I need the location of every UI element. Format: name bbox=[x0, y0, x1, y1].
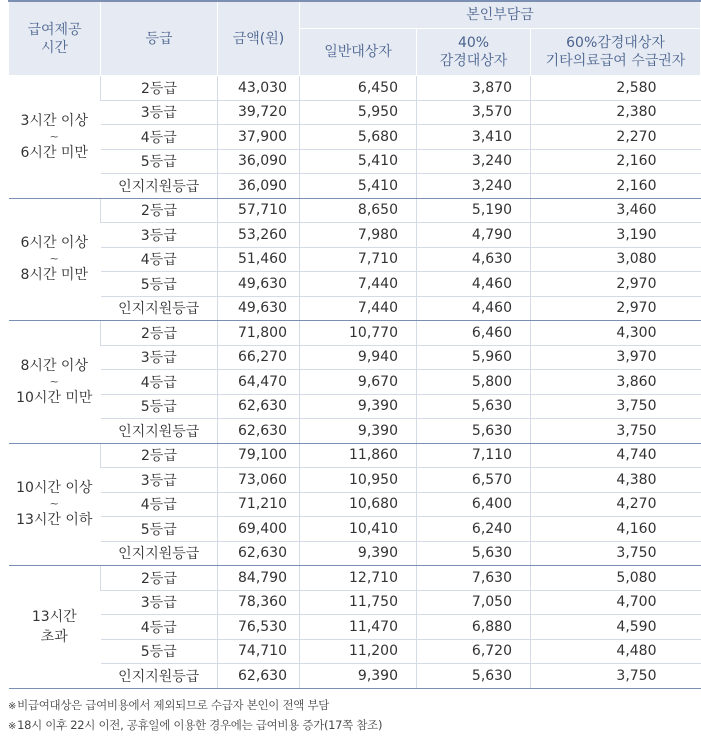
table-row bbox=[9, 296, 701, 321]
general-burden-cell: 10,410 bbox=[300, 517, 417, 542]
reduced-60-cell: 3,460 bbox=[531, 198, 701, 223]
general-burden-cell: 11,470 bbox=[300, 615, 417, 640]
general-burden-cell: 9,940 bbox=[300, 345, 417, 370]
grade-cell: 인지지원등급 bbox=[101, 174, 218, 199]
reduced-60-cell: 3,080 bbox=[531, 247, 701, 272]
general-burden-cell: 5,410 bbox=[300, 174, 417, 199]
reduced-60-cell: 2,380 bbox=[531, 100, 701, 125]
reduced-60-cell: 3,750 bbox=[531, 664, 701, 689]
reduced-40-cell: 5,630 bbox=[417, 419, 531, 444]
grade-cell: 3등급 bbox=[101, 345, 218, 370]
header-reduced-60: 60%감경대상자 기타의료급여 수급권자 bbox=[531, 29, 701, 76]
amount-cell: 71,210 bbox=[218, 492, 300, 517]
time-range-cell: 6시간 이상 ~ 8시간 미만 bbox=[9, 198, 101, 321]
reduced-40-cell: 4,790 bbox=[417, 223, 531, 248]
amount-cell: 43,030 bbox=[218, 76, 300, 101]
grade-cell: 2등급 bbox=[101, 76, 218, 101]
table-row bbox=[9, 394, 701, 419]
general-burden-cell: 9,670 bbox=[300, 370, 417, 395]
table-header bbox=[9, 1, 701, 76]
grade-cell: 5등급 bbox=[101, 639, 218, 664]
amount-cell: 49,630 bbox=[218, 272, 300, 297]
grade-cell: 인지지원등급 bbox=[101, 419, 218, 444]
grade-cell: 5등급 bbox=[101, 517, 218, 542]
general-burden-cell: 11,750 bbox=[300, 590, 417, 615]
table-row bbox=[9, 100, 701, 125]
amount-cell: 76,530 bbox=[218, 615, 300, 640]
amount-cell: 84,790 bbox=[218, 566, 300, 591]
table-row bbox=[9, 566, 701, 591]
general-burden-cell: 5,410 bbox=[300, 149, 417, 174]
amount-cell: 49,630 bbox=[218, 296, 300, 321]
grade-cell: 4등급 bbox=[101, 247, 218, 272]
grade-cell: 인지지원등급 bbox=[101, 296, 218, 321]
reduced-60-cell: 2,970 bbox=[531, 272, 701, 297]
grade-cell: 4등급 bbox=[101, 370, 218, 395]
amount-cell: 66,270 bbox=[218, 345, 300, 370]
table-row bbox=[9, 174, 701, 199]
grade-cell: 4등급 bbox=[101, 125, 218, 150]
header-grade: 등급 bbox=[101, 1, 218, 76]
reduced-60-cell: 3,750 bbox=[531, 394, 701, 419]
amount-cell: 37,900 bbox=[218, 125, 300, 150]
reduced-60-cell: 4,740 bbox=[531, 443, 701, 468]
fee-table bbox=[8, 0, 701, 689]
table-row bbox=[9, 468, 701, 493]
reduced-40-cell: 4,460 bbox=[417, 272, 531, 297]
amount-cell: 62,630 bbox=[218, 664, 300, 689]
footnote bbox=[8, 696, 700, 716]
reduced-60-cell: 2,580 bbox=[531, 76, 701, 101]
general-burden-cell: 11,860 bbox=[300, 443, 417, 468]
reduced-40-cell: 5,630 bbox=[417, 394, 531, 419]
amount-cell: 71,800 bbox=[218, 321, 300, 346]
grade-cell: 3등급 bbox=[101, 590, 218, 615]
general-burden-cell: 9,390 bbox=[300, 419, 417, 444]
table-row bbox=[9, 321, 701, 346]
reduced-40-cell: 6,570 bbox=[417, 468, 531, 493]
table-row bbox=[9, 492, 701, 517]
grade-cell: 5등급 bbox=[101, 272, 218, 297]
table-row bbox=[9, 247, 701, 272]
grade-cell: 5등급 bbox=[101, 394, 218, 419]
reduced-60-cell: 2,160 bbox=[531, 174, 701, 199]
footnote-text: 18시 이후 22시 이전, 공휴일에 이용한 경우에는 급여비용 증가(17쪽 참조) bbox=[17, 717, 383, 732]
reduced-60-cell: 4,480 bbox=[531, 639, 701, 664]
amount-cell: 78,360 bbox=[218, 590, 300, 615]
reduced-40-cell: 5,960 bbox=[417, 345, 531, 370]
reduced-40-cell: 6,240 bbox=[417, 517, 531, 542]
amount-cell: 64,470 bbox=[218, 370, 300, 395]
header-amount: 금액(원) bbox=[218, 1, 300, 76]
grade-cell: 인지지원등급 bbox=[101, 541, 218, 566]
table-row bbox=[9, 517, 701, 542]
table-row bbox=[9, 443, 701, 468]
reduced-40-cell: 7,630 bbox=[417, 566, 531, 591]
reduced-60-cell: 4,700 bbox=[531, 590, 701, 615]
reduced-40-cell: 4,630 bbox=[417, 247, 531, 272]
footnote bbox=[8, 716, 700, 736]
grade-cell: 4등급 bbox=[101, 492, 218, 517]
reduced-40-cell: 3,870 bbox=[417, 76, 531, 101]
reduced-40-cell: 7,110 bbox=[417, 443, 531, 468]
general-burden-cell: 5,680 bbox=[300, 125, 417, 150]
reduced-60-cell: 4,590 bbox=[531, 615, 701, 640]
reduced-40-cell: 5,190 bbox=[417, 198, 531, 223]
grade-cell: 2등급 bbox=[101, 566, 218, 591]
reduced-40-cell: 3,410 bbox=[417, 125, 531, 150]
reduced-40-cell: 6,400 bbox=[417, 492, 531, 517]
reduced-60-cell: 2,270 bbox=[531, 125, 701, 150]
reduced-60-cell: 4,270 bbox=[531, 492, 701, 517]
header-reduced-40: 40% 감경대상자 bbox=[417, 29, 531, 76]
grade-cell: 2등급 bbox=[101, 321, 218, 346]
reduced-40-cell: 3,240 bbox=[417, 174, 531, 199]
amount-cell: 51,460 bbox=[218, 247, 300, 272]
general-burden-cell: 9,390 bbox=[300, 541, 417, 566]
reduced-40-cell: 5,630 bbox=[417, 664, 531, 689]
grade-cell: 2등급 bbox=[101, 198, 218, 223]
table-row bbox=[9, 664, 701, 689]
reduced-60-cell: 2,970 bbox=[531, 296, 701, 321]
header-burden-group: 본인부담금 bbox=[300, 1, 701, 29]
fee-table-container bbox=[8, 0, 700, 736]
table-row bbox=[9, 223, 701, 248]
time-range-cell: 3시간 이상 ~ 6시간 미만 bbox=[9, 76, 101, 199]
reduced-40-cell: 3,240 bbox=[417, 149, 531, 174]
general-burden-cell: 9,390 bbox=[300, 664, 417, 689]
general-burden-cell: 10,680 bbox=[300, 492, 417, 517]
reduced-40-cell: 3,570 bbox=[417, 100, 531, 125]
amount-cell: 57,710 bbox=[218, 198, 300, 223]
table-row bbox=[9, 272, 701, 297]
header-general: 일반대상자 bbox=[300, 29, 417, 76]
reduced-40-cell: 5,800 bbox=[417, 370, 531, 395]
footnote-text: 비급여대상은 급여비용에서 제외되므로 수급자 본인이 전액 부담 bbox=[17, 697, 330, 712]
footnotes bbox=[8, 696, 700, 736]
note-mark: ※ bbox=[8, 720, 17, 732]
amount-cell: 53,260 bbox=[218, 223, 300, 248]
reduced-40-cell: 6,460 bbox=[417, 321, 531, 346]
general-burden-cell: 7,710 bbox=[300, 247, 417, 272]
table-row bbox=[9, 541, 701, 566]
grade-cell: 3등급 bbox=[101, 468, 218, 493]
table-row bbox=[9, 639, 701, 664]
reduced-60-cell: 3,750 bbox=[531, 541, 701, 566]
table-row bbox=[9, 198, 701, 223]
amount-cell: 62,630 bbox=[218, 541, 300, 566]
table-row bbox=[9, 125, 701, 150]
reduced-60-cell: 2,160 bbox=[531, 149, 701, 174]
table-row bbox=[9, 590, 701, 615]
table-row bbox=[9, 149, 701, 174]
amount-cell: 36,090 bbox=[218, 174, 300, 199]
amount-cell: 73,060 bbox=[218, 468, 300, 493]
general-burden-cell: 12,710 bbox=[300, 566, 417, 591]
grade-cell: 3등급 bbox=[101, 100, 218, 125]
reduced-60-cell: 3,190 bbox=[531, 223, 701, 248]
reduced-40-cell: 6,720 bbox=[417, 639, 531, 664]
reduced-40-cell: 5,630 bbox=[417, 541, 531, 566]
grade-cell: 인지지원등급 bbox=[101, 664, 218, 689]
amount-cell: 79,100 bbox=[218, 443, 300, 468]
table-row bbox=[9, 615, 701, 640]
table-row bbox=[9, 370, 701, 395]
reduced-40-cell: 4,460 bbox=[417, 296, 531, 321]
general-burden-cell: 6,450 bbox=[300, 76, 417, 101]
reduced-60-cell: 5,080 bbox=[531, 566, 701, 591]
general-burden-cell: 9,390 bbox=[300, 394, 417, 419]
grade-cell: 4등급 bbox=[101, 615, 218, 640]
reduced-60-cell: 3,970 bbox=[531, 345, 701, 370]
table-row bbox=[9, 419, 701, 444]
amount-cell: 39,720 bbox=[218, 100, 300, 125]
reduced-60-cell: 3,750 bbox=[531, 419, 701, 444]
general-burden-cell: 7,980 bbox=[300, 223, 417, 248]
reduced-40-cell: 6,880 bbox=[417, 615, 531, 640]
amount-cell: 36,090 bbox=[218, 149, 300, 174]
grade-cell: 2등급 bbox=[101, 443, 218, 468]
amount-cell: 74,710 bbox=[218, 639, 300, 664]
table-body bbox=[9, 76, 701, 689]
reduced-60-cell: 4,300 bbox=[531, 321, 701, 346]
note-mark: ※ bbox=[8, 700, 17, 712]
general-burden-cell: 8,650 bbox=[300, 198, 417, 223]
general-burden-cell: 7,440 bbox=[300, 272, 417, 297]
grade-cell: 5등급 bbox=[101, 149, 218, 174]
time-range-cell: 8시간 이상 ~ 10시간 미만 bbox=[9, 321, 101, 444]
amount-cell: 69,400 bbox=[218, 517, 300, 542]
reduced-60-cell: 4,380 bbox=[531, 468, 701, 493]
general-burden-cell: 10,770 bbox=[300, 321, 417, 346]
time-range-cell: 13시간 초과 bbox=[9, 566, 101, 689]
reduced-40-cell: 7,050 bbox=[417, 590, 531, 615]
amount-cell: 62,630 bbox=[218, 394, 300, 419]
amount-cell: 62,630 bbox=[218, 419, 300, 444]
time-range-cell: 10시간 이상 ~ 13시간 이하 bbox=[9, 443, 101, 566]
table-row bbox=[9, 76, 701, 101]
grade-cell: 3등급 bbox=[101, 223, 218, 248]
general-burden-cell: 10,950 bbox=[300, 468, 417, 493]
header-time: 급여제공 시간 bbox=[9, 1, 101, 76]
general-burden-cell: 11,200 bbox=[300, 639, 417, 664]
table-row bbox=[9, 345, 701, 370]
general-burden-cell: 5,950 bbox=[300, 100, 417, 125]
general-burden-cell: 7,440 bbox=[300, 296, 417, 321]
reduced-60-cell: 4,160 bbox=[531, 517, 701, 542]
reduced-60-cell: 3,860 bbox=[531, 370, 701, 395]
